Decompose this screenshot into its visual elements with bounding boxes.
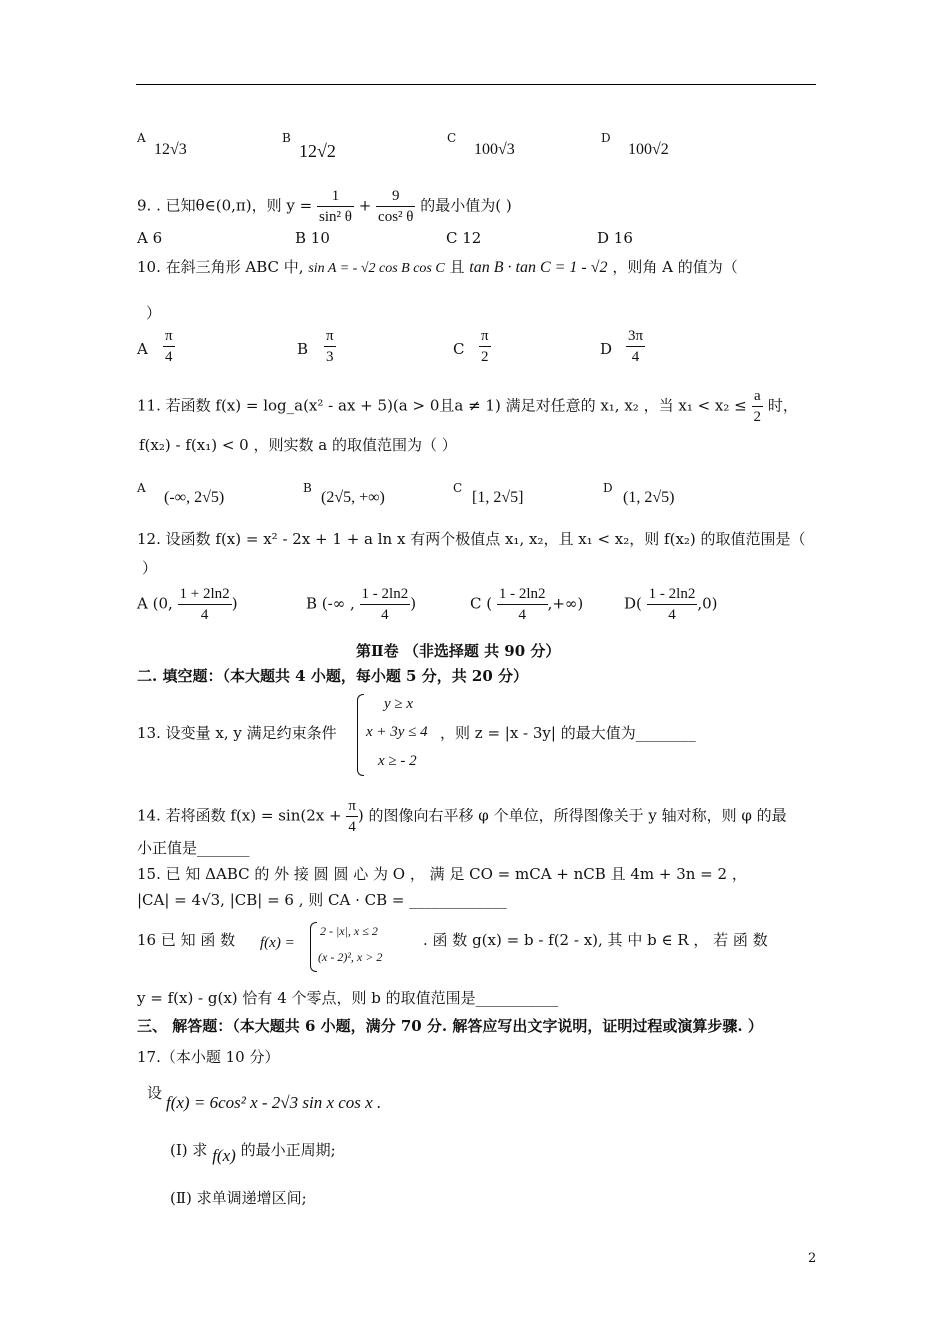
q8-option-d-value: 100√2 bbox=[628, 141, 669, 158]
q10-option-a-label: A bbox=[137, 340, 148, 358]
q14-stem: 14. 若将函数 f(x) = sin(2x + $\frac{\pi}{4}$ ) 的图像向右平移 φ 个单位，所得图像关于 y 轴对称，则 φ 的最 bbox=[137, 798, 787, 835]
q11-option-c-label: C bbox=[453, 481, 463, 495]
q13-brace bbox=[357, 694, 364, 776]
q16-case-1: 2 - |x|, x ≤ 2 bbox=[320, 924, 378, 938]
q8-option-a-value: 12√3 bbox=[154, 141, 187, 158]
q8-option-d-label: D bbox=[601, 131, 611, 145]
q14-line2: 小正值是_______ bbox=[137, 839, 250, 857]
q10-option-d-value: $\frac{3\pi}{4}$ bbox=[628, 328, 644, 365]
q9-stem: 9. . 已知θ∈(0,π)，则 y = $\frac{1}{\text{sin² θ}}$ + $\frac{9}{\text{cos² θ}}$ 的最小值为( ) bbox=[137, 188, 512, 225]
q15-line2: |CA| = 4√3, |CB| = 6 , 则 CA · CB = _____________ bbox=[137, 891, 507, 909]
q16-fx: f(x) = bbox=[260, 935, 295, 951]
q10-option-b-value: $\frac{\pi}{3}$ bbox=[326, 328, 334, 365]
q13-constraint-1: y ≥ x bbox=[384, 696, 414, 712]
q11-condition: f(x₂) - f(x₁) < 0 ，则实数 a 的取值范围为（ ） bbox=[139, 436, 457, 454]
section3-heading: 三、 解答题：（本大题共 6 小题，满分 70 分. 解答应写出文字说明，证明过程或演算步骤. ） bbox=[137, 1017, 763, 1035]
page-number: 2 bbox=[808, 1251, 817, 1266]
q11-option-b-value: (2√5, +∞) bbox=[321, 489, 385, 506]
q15-line1: 15. 已 知 ΔABC 的 外 接 圆 圆 心 为 O ， 满 足 CO = mCA + nCB 且 4m + 3n = 2 ， bbox=[137, 865, 747, 883]
q10-close-paren: ） bbox=[146, 304, 162, 322]
q16-brace bbox=[310, 922, 317, 972]
q12-option-d: D( $\frac{1 - 2\ln 2}{4}$ ,0) bbox=[624, 586, 718, 623]
q9-option-b: B 10 bbox=[295, 229, 330, 247]
q8-option-b-value: 12√2 bbox=[299, 141, 336, 161]
q17-part2: (Ⅱ) 求单调递增区间; bbox=[170, 1189, 307, 1207]
q9-option-d: D 16 bbox=[597, 229, 633, 247]
q9-option-a: A 6 bbox=[137, 229, 163, 247]
q10-option-a-value: $\frac{\pi}{4}$ bbox=[165, 328, 173, 365]
q11-option-d-label: D bbox=[603, 481, 613, 495]
q13-tail: ，则 z = |x - 3y| 的最大值为________ bbox=[440, 724, 696, 742]
q10-option-d-label: D bbox=[600, 340, 613, 358]
q11-option-a-value: (-∞, 2√5) bbox=[164, 489, 225, 506]
q11-option-d-value: (1, 2√5) bbox=[623, 489, 675, 506]
q12-close-paren: ） bbox=[142, 559, 158, 577]
q8-option-a-label: A bbox=[137, 131, 146, 145]
q12-option-b: B (-∞ , $\frac{1 - 2\ln 2}{4}$ ) bbox=[306, 586, 417, 623]
q12-option-a: A (0, $\frac{1 + 2\ln 2}{4}$ ) bbox=[137, 586, 238, 623]
q16-case-2: (x - 2)², x > 2 bbox=[318, 950, 383, 964]
q9-option-c: C 12 bbox=[446, 229, 482, 247]
q17-expression: f(x) = 6cos² x - 2√3 sin x cos x . bbox=[166, 1093, 382, 1112]
q10-stem: 10. 在斜三角形 ABC 中, sin A = - √2 cos B cos C 且 tan B · tan C = 1 - √2 ，则角 A 的值为（ bbox=[137, 258, 738, 276]
q17-title: 17.（本小题 10 分） bbox=[137, 1048, 280, 1066]
q17-lead: 设 bbox=[147, 1084, 163, 1102]
part2-title: 第Ⅱ卷 （非选择题 共 90 分） bbox=[356, 642, 561, 660]
q10-option-b-label: B bbox=[297, 340, 309, 358]
header-rule bbox=[136, 84, 816, 85]
q11-stem: 11. 若函数 f(x) = log_a(x² - ax + 5)(a > 0且a ≠ 1) 满足对任意的 x₁, x₂ ，当 x₁ < x₂ ≤ $\frac{a}{2}$ 时， bbox=[137, 388, 798, 425]
q8-option-b-label: B bbox=[282, 131, 291, 145]
section2-heading: 二. 填空题：（本大题共 4 小题，每小题 5 分，共 20 分） bbox=[137, 667, 529, 685]
q12-option-c: C ( $\frac{1 - 2\ln 2}{4}$ ,+∞) bbox=[470, 586, 584, 623]
q11-option-a-label: A bbox=[137, 481, 146, 495]
q10-option-c-value: $\frac{\pi}{2}$ bbox=[481, 328, 489, 365]
q10-option-c-label: C bbox=[453, 340, 465, 358]
q13-constraint-2: x + 3y ≤ 4 bbox=[366, 724, 428, 740]
q11-option-b-label: B bbox=[303, 481, 312, 495]
q16-stem: 16 已 知 函 数 bbox=[137, 931, 236, 949]
q12-stem: 12. 设函数 f(x) = x² - 2x + 1 + a ln x 有两个极值点 x₁, x₂，且 x₁ < x₂，则 f(x₂) 的取值范围是（ bbox=[137, 530, 806, 548]
q17-part1: (Ⅰ) 求 f(x) 的最小正周期; bbox=[170, 1141, 336, 1165]
q8-option-c-value: 100√3 bbox=[474, 141, 515, 158]
q8-option-c-label: C bbox=[447, 131, 457, 145]
q16-mid: . 函 数 g(x) = b - f(2 - x), 其 中 b ∈ R ， 若 函 数 bbox=[423, 931, 768, 949]
q16-line2: y = f(x) - g(x) 恰有 4 个零点，则 b 的取值范围是___________ bbox=[137, 989, 559, 1007]
q13-stem: 13. 设变量 x, y 满足约束条件 bbox=[137, 724, 337, 742]
q13-constraint-3: x ≥ - 2 bbox=[378, 753, 417, 769]
q11-option-c-value: [1, 2√5] bbox=[472, 489, 524, 506]
